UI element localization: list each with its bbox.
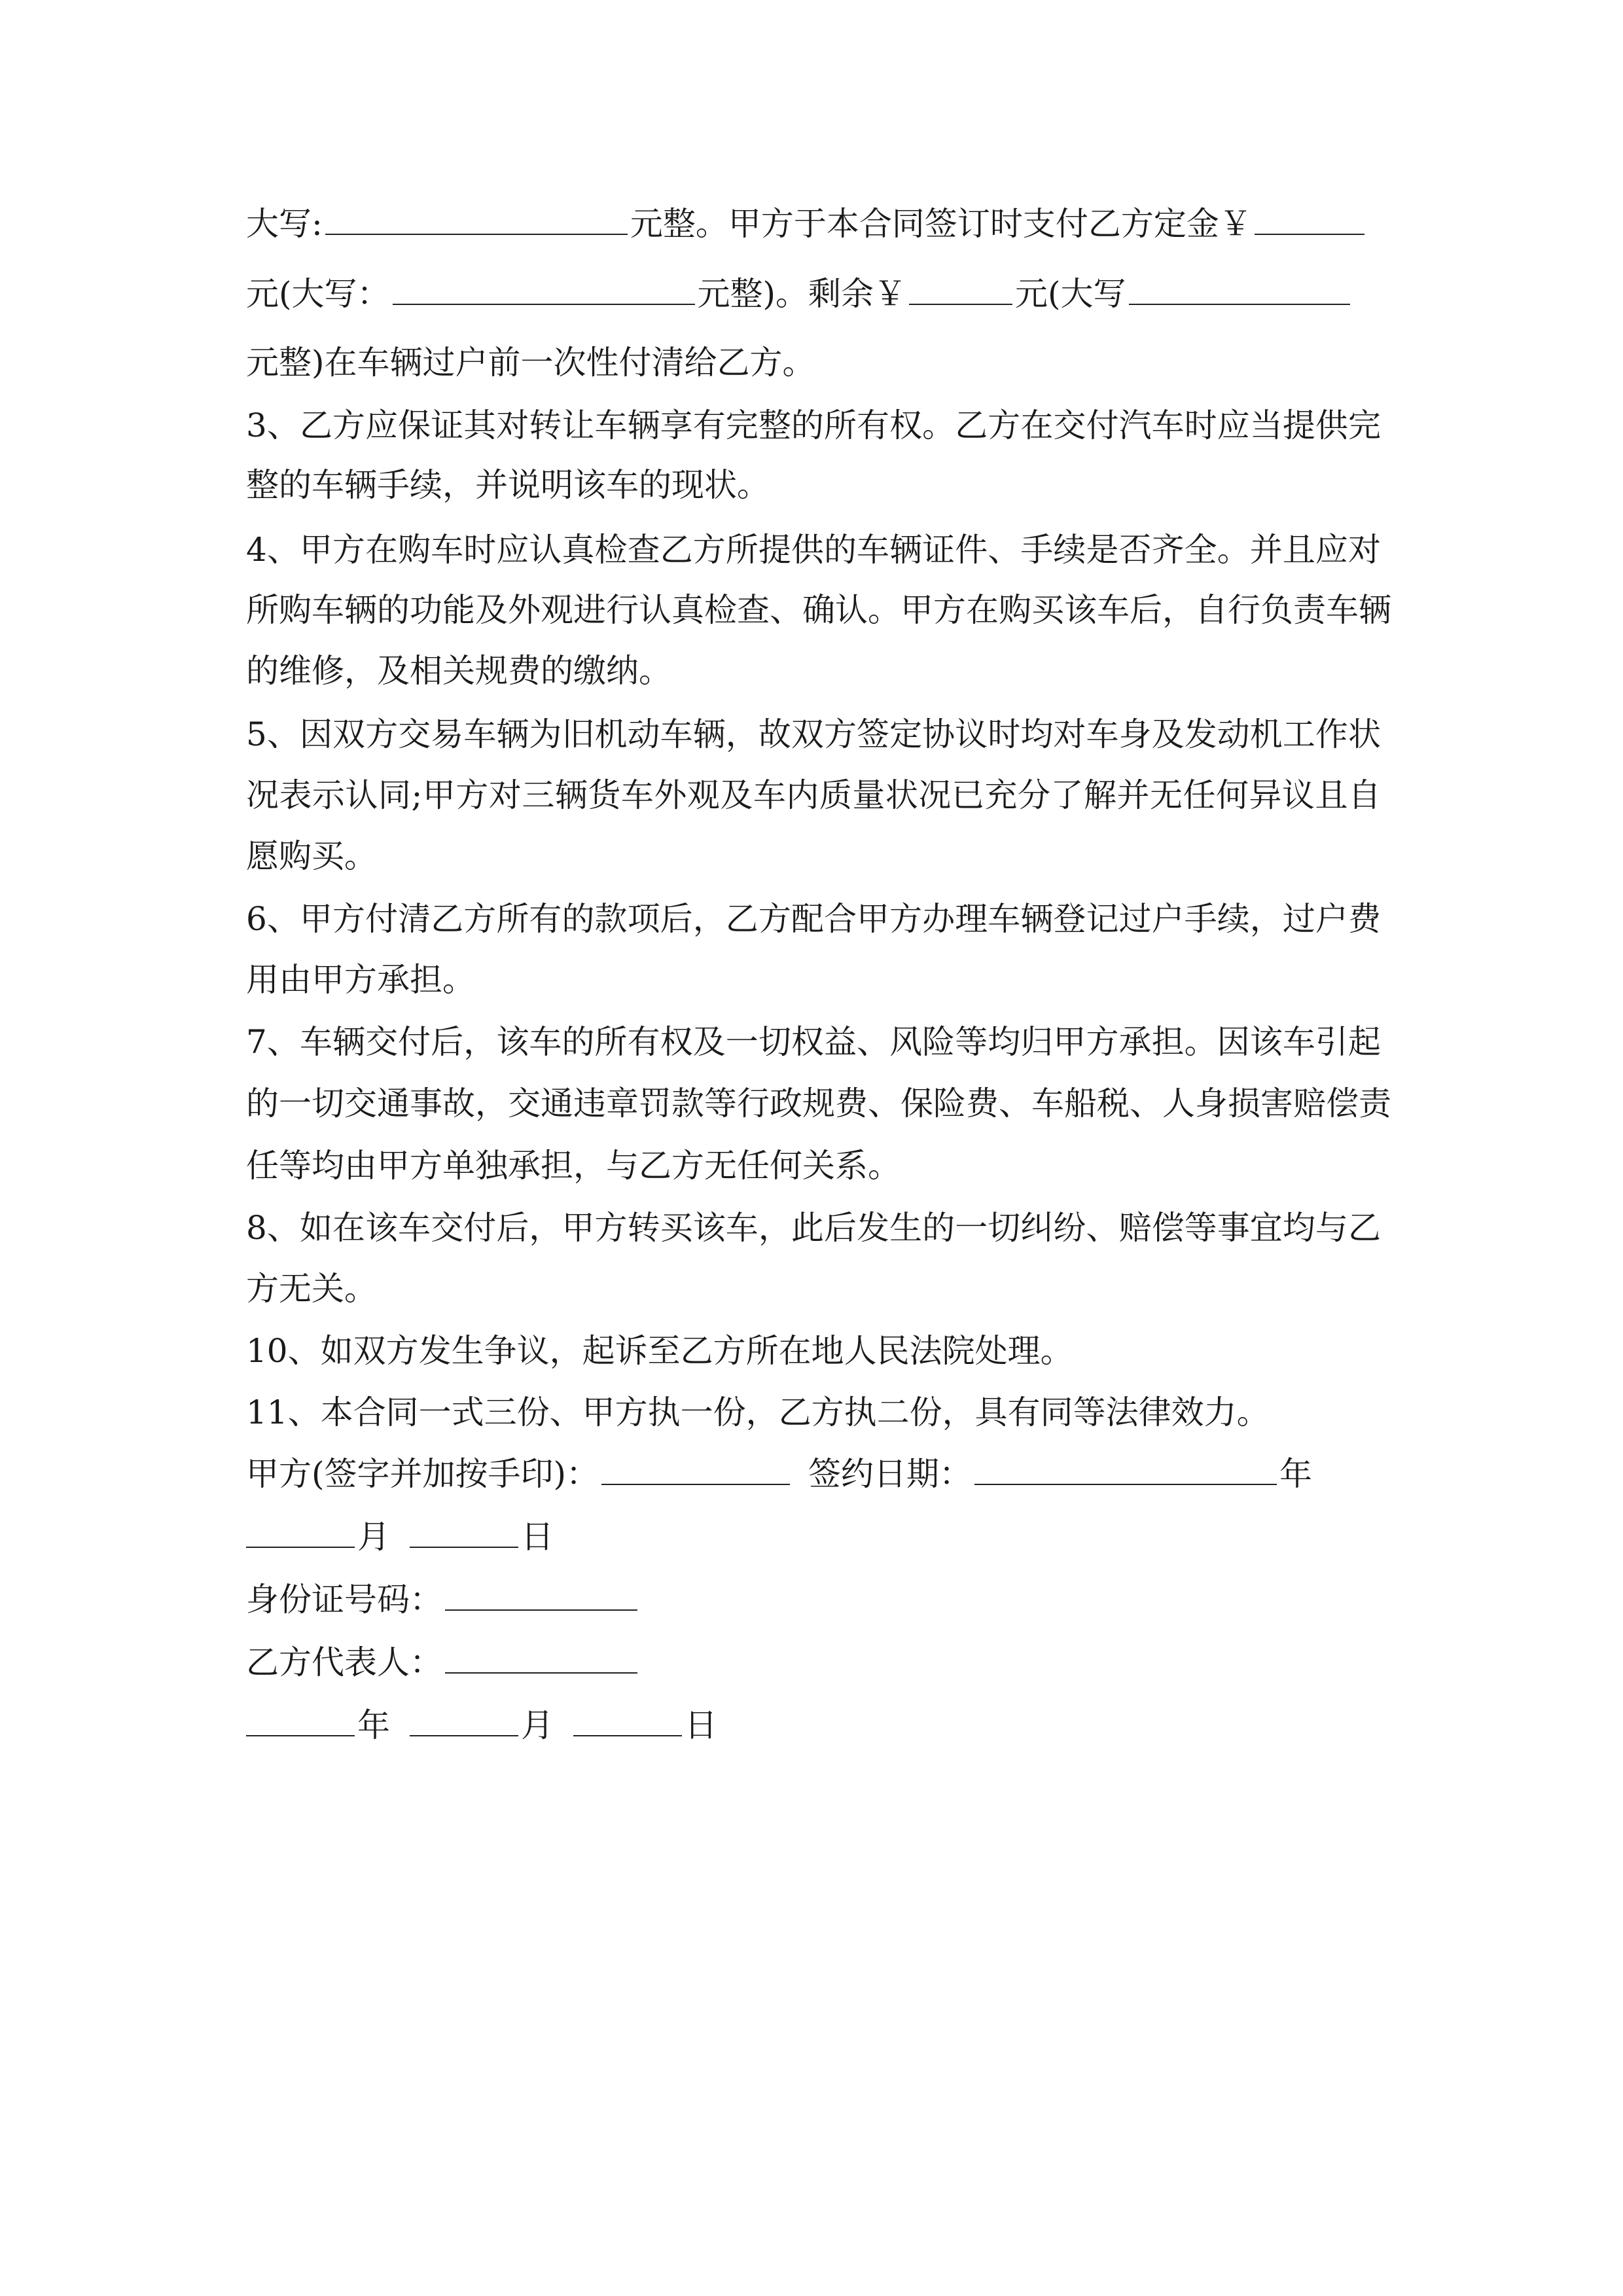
clause-3-line-1: 3、乙方应保证其对转让车辆享有完整的所有权。乙方在交付汽车时应当提供完 <box>246 406 1381 444</box>
month-label: 月 <box>357 1518 390 1556</box>
final-year-field[interactable] <box>246 1706 355 1736</box>
clause-3-line-2: 整的车辆手续，并说明该车的现状。 <box>246 466 770 504</box>
text-segment: 元(大写 <box>1015 275 1126 313</box>
clause-7-line-2: 的一切交通事故，交通违章罚款等行政规费、保险费、车船税、人身损害赔偿责 <box>246 1085 1391 1122</box>
day-label: 日 <box>521 1518 554 1556</box>
blank-remaining-amount[interactable] <box>909 275 1012 305</box>
blank-deposit-in-words[interactable] <box>393 275 695 305</box>
party-a-label: 甲方(签字并加按手印)： <box>246 1455 599 1493</box>
clause-8-line-2: 方无关。 <box>246 1270 377 1308</box>
month-label: 月 <box>521 1706 554 1744</box>
clause-4-line-3: 的维修，及相关规费的缴纳。 <box>246 652 671 690</box>
final-day-field[interactable] <box>573 1706 682 1736</box>
party-a-signature-field[interactable] <box>601 1455 790 1485</box>
price-line-3: 元整)在车辆过户前一次性付清给乙方。 <box>246 344 815 382</box>
clause-6-line-1: 6、甲方付清乙方所有的款项后，乙方配合甲方办理车辆登记过户手续，过户费 <box>246 900 1381 938</box>
text-segment: 大写: <box>246 205 323 243</box>
year-label: 年 <box>1279 1455 1313 1493</box>
clause-7-line-3: 任等均由甲方单独承担，与乙方无任何关系。 <box>246 1147 901 1185</box>
blank-remaining-in-words[interactable] <box>1129 275 1350 305</box>
day-label: 日 <box>685 1706 717 1744</box>
blank-amount-in-words[interactable] <box>325 205 628 235</box>
text-segment: 元(大写： <box>246 275 390 313</box>
party-b-rep-field[interactable] <box>445 1643 637 1674</box>
final-date-line <box>246 1704 1381 1746</box>
final-month-field[interactable] <box>410 1706 518 1736</box>
clause-4-line-1: 4、甲方在购车时应认真检查乙方所提供的车辆证件、手续是否齐全。并且应对 <box>246 531 1381 569</box>
sign-date-day-field[interactable] <box>410 1518 518 1548</box>
price-line-1 <box>246 203 1381 245</box>
sign-date-label: 签约日期： <box>808 1455 972 1493</box>
clause-7-line-1: 7、车辆交付后，该车的所有权及一切权益、风险等均归甲方承担。因该车引起 <box>246 1023 1381 1061</box>
clause-11: 11、本合同一式三份、甲方执一份，乙方执二份，具有同等法律效力。 <box>246 1393 1270 1431</box>
text-segment: 元整。甲方于本合同签订时支付乙方定金￥ <box>630 205 1252 243</box>
clause-6-line-2: 用由甲方承担。 <box>246 961 475 999</box>
party-b-rep-line <box>246 1641 1381 1683</box>
clause-5-line-2: 况表示认同;甲方对三辆货车外观及车内质量状况已充分了解并无任何异议且自 <box>246 776 1381 814</box>
text-segment: 元整)。剩余￥ <box>697 275 907 313</box>
price-line-2 <box>246 273 1381 315</box>
clause-5-line-3: 愿购买。 <box>246 837 377 875</box>
party-a-signature-line <box>246 1453 1381 1495</box>
id-number-line <box>246 1579 1381 1621</box>
clause-5-line-1: 5、因双方交易车辆为旧机动车辆，故双方签定协议时均对车身及发动机工作状 <box>246 715 1381 753</box>
blank-deposit-amount[interactable] <box>1255 205 1364 235</box>
year-label: 年 <box>357 1706 390 1744</box>
sign-date-month-day-line <box>246 1516 1381 1558</box>
clause-8-line-1: 8、如在该车交付后，甲方转买该车，此后发生的一切纠纷、赔偿等事宜均与乙 <box>246 1209 1381 1247</box>
id-number-label: 身份证号码： <box>246 1581 442 1619</box>
party-b-rep-label: 乙方代表人： <box>246 1643 442 1681</box>
sign-date-month-field[interactable] <box>246 1518 355 1548</box>
clause-4-line-2: 所购车辆的功能及外观进行认真检查、确认。甲方在购买该车后，自行负责车辆 <box>246 591 1391 629</box>
clause-10: 10、如双方发生争议，起诉至乙方所在地人民法院处理。 <box>246 1332 1073 1370</box>
id-number-field[interactable] <box>445 1581 637 1611</box>
sign-date-year-field[interactable] <box>974 1455 1277 1485</box>
